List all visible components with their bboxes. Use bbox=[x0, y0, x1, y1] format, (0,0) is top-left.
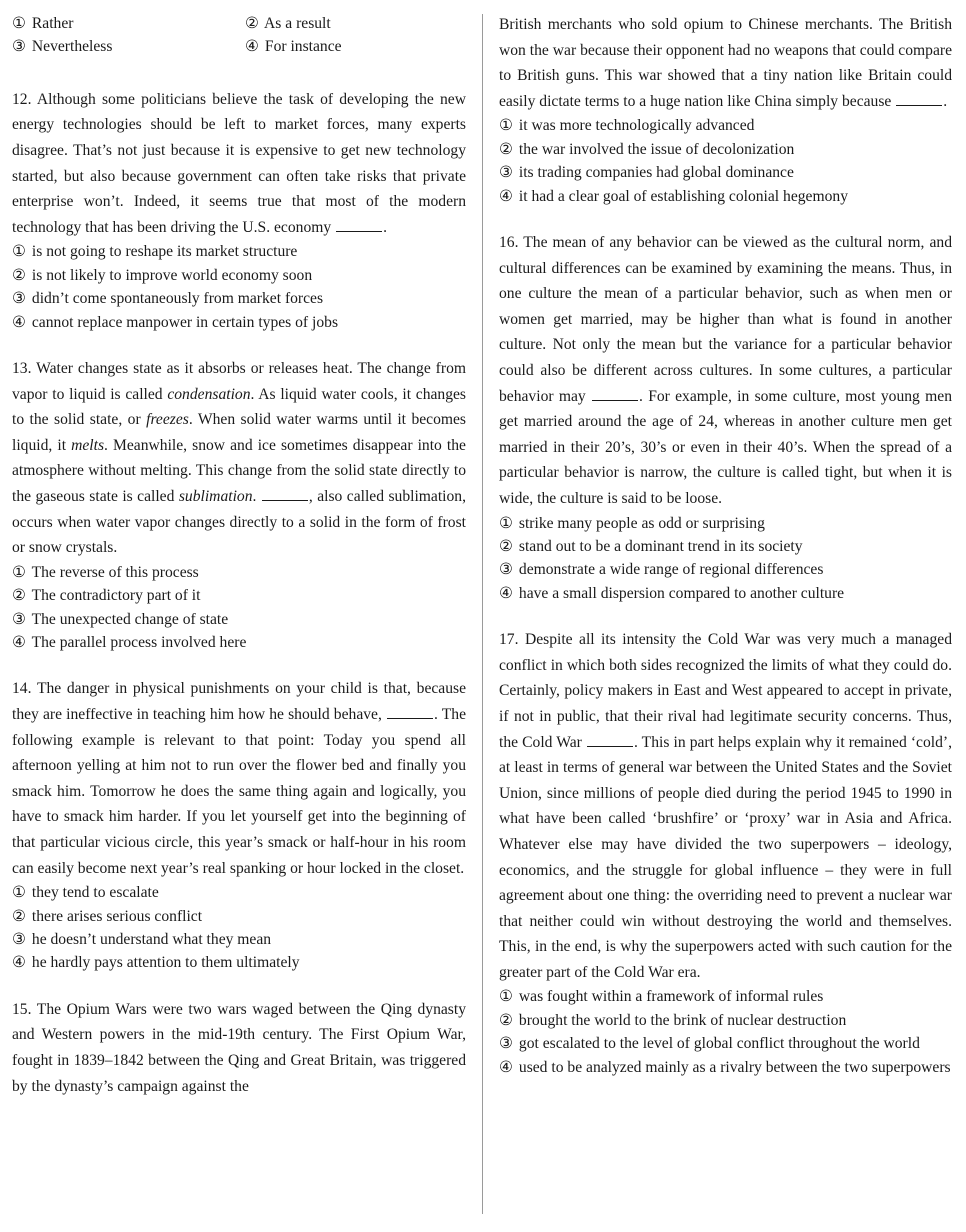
q17-option-3[interactable]: ③ got escalated to the level of global conflict throughout the world bbox=[499, 1035, 920, 1053]
question-15-part-2 bbox=[499, 12, 952, 208]
question-14 bbox=[12, 676, 466, 974]
q12-option-4[interactable]: ④ cannot replace manpower in certain types of jobs bbox=[12, 313, 339, 331]
q15-stem-left: 15. The Opium Wars were two wars waged between the Qing dynasty and Western powers in the mid-19th century. The First Opium War, fought in 1839–1842 between the Qing and Great Britain, was triggered by the dynasty’s campaign against the bbox=[12, 1000, 466, 1095]
column-divider bbox=[482, 14, 483, 1214]
q13-option-3[interactable]: ③ The unexpected change of state bbox=[12, 610, 229, 628]
q12-stem: 12. Although some politicians believe the task of developing the new energy technologies should be left to market forces, many experts disagree. That’s not just because it is expensive to get new technology started, but also because government can often take risks that private enterprise won’t. Indeed, it seems true that most of the modern technology that has been driving the U.S. economy . bbox=[12, 90, 466, 236]
q11-option-1[interactable]: ① Rather bbox=[12, 15, 74, 32]
q11-option-3[interactable]: ③ Nevertheless bbox=[12, 38, 113, 56]
q14-option-3[interactable]: ③ he doesn’t understand what they mean bbox=[12, 930, 272, 948]
q14-options bbox=[12, 881, 466, 975]
q17-option-1[interactable]: ① was fought within a framework of informal rules bbox=[499, 988, 824, 1006]
q15-stem-right: British merchants who sold opium to Chinese merchants. The British won the war because their opponent had no weapons that could compare to British guns. This war showed that a tiny nation like Britain could easily dictate terms to a huge nation like China simply because . bbox=[499, 16, 952, 110]
question-16 bbox=[499, 230, 952, 605]
q11-option-4[interactable]: ④ For instance bbox=[245, 38, 342, 56]
q14-stem: 14. The danger in physical punishments on your child is that, because they are ineffective in teaching him how he should behave, . The following example is relevant to that point: Today you spend all afternoon yelling at him not to run over the flower bed and finally you smack him. Tomorrow he does the same thing again and logically, you have to smack him harder. If you let yourself get into the beginning of that particular vicious circle, this year’s smack or half-hour in his room can easily become next year’s real spanking or hour locked in the closet. bbox=[12, 680, 466, 877]
question-17 bbox=[499, 627, 952, 1079]
q11-options-grid bbox=[12, 12, 466, 59]
q16-stem: 16. The mean of any behavior can be viewed as the cultural norm, and cultural differences can be examined by examining the means. Thus, in one culture the mean of a particular behavior, such as when men or women get married, may be higher than what is found in another culture. Not only the mean but the variance for a particular behavior could also be different across cultures. In some cultures, a particular behavior may . For example, in some culture, most young men get married around the age of 24, whereas in another culture men get married in their 20’s, 30’s or even in their 40’s. When the spread of a particular behavior is narrow, the culture is called tight, but when it is wide, the culture is said to be loose. bbox=[499, 234, 952, 507]
q12-option-2[interactable]: ② is not likely to improve world economy soon bbox=[12, 266, 313, 284]
q13-options bbox=[12, 561, 466, 655]
answer-blank bbox=[262, 487, 308, 501]
left-column bbox=[12, 12, 466, 1120]
answer-blank bbox=[336, 218, 382, 232]
answer-blank bbox=[896, 92, 942, 106]
q13-option-2[interactable]: ② The contradictory part of it bbox=[12, 587, 201, 605]
question-12 bbox=[12, 87, 466, 334]
q16-option-2[interactable]: ② stand out to be a dominant trend in its society bbox=[499, 537, 803, 555]
q17-stem: 17. Despite all its intensity the Cold War was very much a managed conflict in which both sides recognized the limits of what they could do. Certainly, policy makers in East and West appeared to accept in private, if not in public, that their rival had legitimate security concerns. Thus, the Cold War . This in part helps explain why it remained ‘cold’, at least in terms of general war between the United States and the Soviet Union, since millions of people died during the period 1945 to 1990 in what have been called ‘brushfire’ or ‘proxy’ war in Asia and Africa. Whatever else may have divided the two superpowers – ideology, economics, and the struggle for global influence – they were in full agreement about one thing: the overriding need to prevent a nuclear war that neither could win without destroying the world and themselves. This, in the end, is why the superpowers acted with such caution for the greater part of the Cold War era. bbox=[499, 631, 952, 981]
q12-options bbox=[12, 240, 466, 334]
q14-option-4[interactable]: ④ he hardly pays attention to them ultimately bbox=[12, 954, 300, 972]
question-11-options bbox=[12, 12, 466, 59]
answer-blank bbox=[387, 705, 433, 719]
q17-option-4[interactable]: ④ used to be analyzed mainly as a rivalry between the two superpowers bbox=[499, 1058, 951, 1076]
q16-option-1[interactable]: ① strike many people as odd or surprising bbox=[499, 514, 765, 532]
q15-options bbox=[499, 114, 952, 208]
answer-blank bbox=[592, 387, 638, 401]
q12-option-3[interactable]: ③ didn’t come spontaneously from market forces bbox=[12, 290, 324, 308]
right-column bbox=[499, 12, 952, 1100]
q13-option-1[interactable]: ① The reverse of this process bbox=[12, 563, 199, 581]
q14-option-1[interactable]: ① they tend to escalate bbox=[12, 884, 159, 902]
q12-option-1[interactable]: ① is not going to reshape its market structure bbox=[12, 243, 298, 261]
q15-option-3[interactable]: ③ its trading companies had global dominance bbox=[499, 164, 794, 182]
question-15-part-1 bbox=[12, 997, 466, 1099]
q17-option-2[interactable]: ② brought the world to the brink of nuclear destruction bbox=[499, 1011, 847, 1029]
q13-stem: 13. Water changes state as it absorbs or releases heat. The change from vapor to liquid is called condensation. As liquid water cools, it changes to the solid state, or freezes. When solid water warms until it becomes liquid, it melts. Meanwhile, snow and ice sometimes disappear into the atmosphere without melting. This change from the solid state directly to the gaseous state is called sublimation. , also called sublimation, occurs when water vapor changes directly to a solid in the form of frost or snow crystals. bbox=[12, 360, 466, 557]
q15-option-2[interactable]: ② the war involved the issue of decolonization bbox=[499, 140, 795, 158]
q11-option-2[interactable]: ② As a result bbox=[245, 15, 331, 32]
q17-options bbox=[499, 985, 952, 1079]
q15-option-1[interactable]: ① it was more technologically advanced bbox=[499, 117, 755, 135]
q14-option-2[interactable]: ② there arises serious conflict bbox=[12, 907, 203, 925]
question-13 bbox=[12, 356, 466, 654]
answer-blank bbox=[587, 733, 633, 747]
q16-option-3[interactable]: ③ demonstrate a wide range of regional differences bbox=[499, 561, 824, 579]
q16-option-4[interactable]: ④ have a small dispersion compared to another culture bbox=[499, 584, 845, 602]
q16-options bbox=[499, 512, 952, 606]
q13-option-4[interactable]: ④ The parallel process involved here bbox=[12, 633, 247, 651]
q15-option-4[interactable]: ④ it had a clear goal of establishing colonial hegemony bbox=[499, 187, 848, 205]
